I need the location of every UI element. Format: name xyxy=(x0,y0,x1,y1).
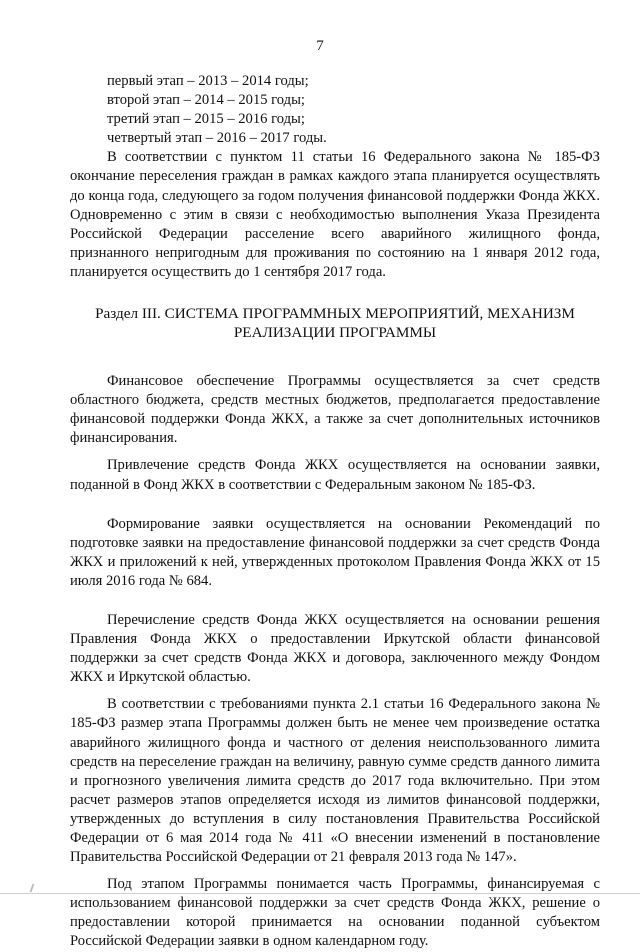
stage-item: первый этап – 2013 – 2014 годы; xyxy=(107,73,309,89)
page-bottom-edge xyxy=(0,893,640,894)
stage-list xyxy=(70,72,600,148)
document-body xyxy=(70,72,600,952)
paragraph-transfer: Перечисление средств Фонда ЖКХ осуществляется на основании решения Правления Фонда ЖКХ о предоставлении Иркутской области финансовой поддержки за счет средств Фонда ЖКХ и договора, заключенного между Фондом ЖКХ и Иркутской областью. xyxy=(70,611,600,686)
scan-mark xyxy=(30,884,35,892)
paragraph-relocation-deadline: В соответствии с пунктом 11 статьи 16 Федерального закона № 185-ФЗ окончание переселения граждан в рамках каждого этапа планируется осуществлять до конца года, следующего за годом получения финансовой поддержки Фонда ЖКХ. Одновременно с этим в связи с необходимостью выполнения Указа Президента Российской Федерации расселение всего аварийного жилищного фонда, признанного непригодным для проживания по состоянию на 1 января 2012 года, планируется осуществить до 1 сентября 2017 года. xyxy=(70,149,600,280)
stage-item: третий этап – 2015 – 2016 годы; xyxy=(107,111,305,128)
stage-item: второй этап – 2014 – 2015 годы; xyxy=(107,92,305,109)
paragraph-fund-attraction: Привлечение средств Фонда ЖКХ осуществляется на основании заявки, поданной в Фонд ЖКХ в соответствии с Федеральным законом № 185-ФЗ. xyxy=(70,457,600,493)
page-number: 7 xyxy=(316,38,324,54)
paragraph-stage-definition: Под этапом Программы понимается часть Программы, финансируемая с использованием финансовой поддержки за счет средств Фонда ЖКХ, решение о предоставлении которой принимается на основании поданной субъектом Российской Федерации заявки в одном календарном году. xyxy=(70,876,600,950)
stage-item: четвертый этап – 2016 – 2017 годы. xyxy=(107,130,327,147)
section-title-line: РЕАЛИЗАЦИИ ПРОГРАММЫ xyxy=(233,324,437,342)
section-title-line: Раздел III. СИСТЕМА ПРОГРАММНЫХ МЕРОПРИЯТИЙ, МЕХАНИЗМ xyxy=(95,305,575,323)
paragraph-application: Формирование заявки осуществляется на основании Рекомендаций по подготовке заявки на предоставление финансовой поддержки за счет средств Фонда ЖКХ и приложений к ней, утвержденных протоколом Правления Фонда ЖКХ от 15 июля 2016 года № 684. xyxy=(70,515,600,589)
paragraph-financing: Финансовое обеспечение Программы осуществляется за счет средств областного бюджета, средств местных бюджетов, предполагается предоставление финансовой поддержки Фонда ЖКХ, а также за счет дополнительных источников финансирования. xyxy=(70,373,600,447)
paragraph-stage-size: В соответствии с требованиями пункта 2.1 статьи 16 Федерального закона № 185-ФЗ размер этапа Программы должен быть не менее чем произведение остатка аварийного жилищного фонда и частного от деления неиспользованного лимита средств на переселение граждан на величину, равную сумме средств данного лимита и прогнозного увеличения лимита средств до 2017 года включительно. При этом расчет размеров этапов определяется исходя из лимитов финансовой поддержки, утвержденных до вступления в силу постановления Правительства Российской Федерации от 6 мая 2014 года № 411 «О внесении изменений в постановление Правительства Российской Федерации от 21 февраля 2013 года № 147». xyxy=(70,696,600,866)
section-title xyxy=(70,304,600,342)
